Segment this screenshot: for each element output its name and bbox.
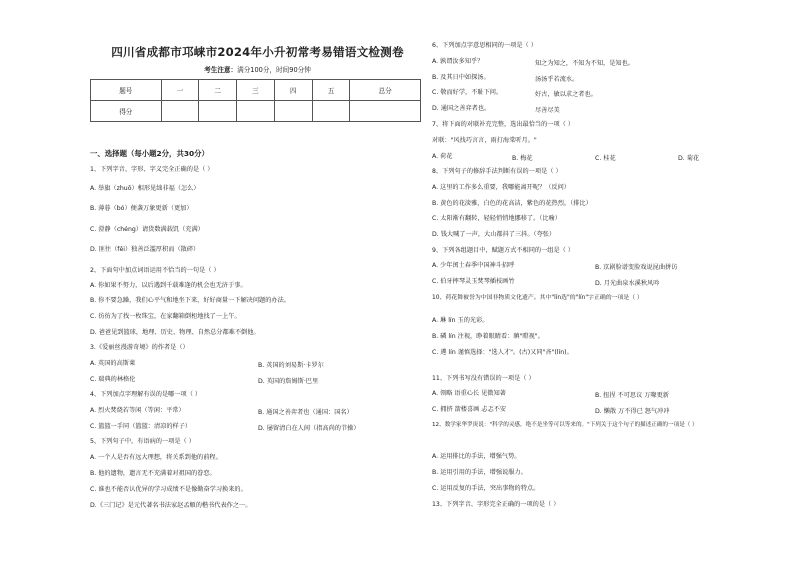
option-line: B. 他的遗物，遗言无不充满着对祖国的眷恋。 bbox=[90, 470, 216, 477]
question-line: 3.《爱丽丝漫游奇境》的作者是（） bbox=[90, 344, 189, 351]
option-line: B. 运用引用的手法，增强说服力。 bbox=[432, 469, 527, 476]
exam-title: 四川省成都市邛崃市2024年小升初常考易错语文检测卷 bbox=[111, 45, 404, 59]
option-line: C. 伯牙摔琴灵玉焚琴插枝画竹 bbox=[432, 278, 515, 285]
section-title: 一、选择题（每小题2分，共30分） bbox=[90, 149, 209, 158]
option-line: D. 钱大喊了一声，大山都抖了三抖。（夸张） bbox=[432, 231, 556, 238]
score-header-cell: 四 bbox=[274, 80, 312, 101]
option-line: A. 举旗（zhuō）相形见绌非福（怎么） bbox=[90, 185, 200, 192]
option-line: B. 薄暮（bó）便袭万象更新（更加） bbox=[90, 205, 193, 212]
option-line: A. 少年闰土春季中国神斗招呼 bbox=[432, 262, 515, 269]
option-line: B. 黄色的花淡雅，白色的花高洁，紫色的花热烈。（排比） bbox=[432, 200, 592, 207]
question-line: 4、下列加点字理解有误的是哪一项（ ） bbox=[90, 391, 202, 398]
score-cell[interactable] bbox=[199, 101, 237, 122]
option-line: B. 你不要急躁，我们心平气和地坐下来，好好商量一下解决问题的办法。 bbox=[90, 297, 290, 304]
option-line: A. 英国的高斯莱 bbox=[90, 360, 136, 367]
question-line: 13、下列字音、字形完全正确的一项的是（ ） bbox=[432, 501, 560, 508]
option-line: B. 梅花 bbox=[512, 155, 533, 162]
option-line: A. 你如果不努力，以后遇到千载难逢的机会也无济于事。 bbox=[90, 282, 247, 289]
option-line: 尽善尽美 bbox=[535, 107, 560, 114]
option-line: C. 运用反复的手法，突出事物的特点。 bbox=[432, 485, 540, 492]
option-line: 汤汤乎若流水。 bbox=[535, 76, 579, 83]
option-line: A. 一个人是否有远大理想，将关系到他的前程。 bbox=[90, 454, 222, 461]
option-line: A. 这里的工作多么重要，我哪能离开呢？（反问） bbox=[432, 184, 570, 191]
score-cell[interactable] bbox=[161, 101, 199, 122]
option-line: C. 遴 lín 谨慎选择："选人才"。(古)又同"吝"(lín)。 bbox=[432, 349, 573, 356]
option-line: D. 爸爸见到篮球，地理、历史、物理、自然总分都难不倒他。 bbox=[90, 329, 260, 336]
option-line: D. 懒散 万不得已 怒气冲冲 bbox=[595, 408, 670, 415]
question-line: 2、下面句中加点词语运用不恰当的一句是（ ） bbox=[90, 267, 220, 274]
option-line: 知之为知之，不知为不知，是知也。 bbox=[535, 60, 634, 67]
score-header-cell: 五 bbox=[312, 80, 350, 101]
option-line: A. 琳 lín 玉的光彩。 bbox=[432, 317, 489, 324]
option-line: D. 月光曲泉水溪秋风吟 bbox=[595, 280, 660, 287]
score-row bbox=[91, 101, 421, 122]
question-line: 10、荷花舞被誉为中国非物质文化遗产。其中"lín选"的"lín"字正确的一项是（ ） bbox=[432, 295, 643, 301]
option-line: C. 桂花 bbox=[595, 155, 616, 162]
option-line: B. 通国之善弈者也（通国：国名） bbox=[258, 409, 353, 416]
option-line: C. 拥挤 箭楼喜画 忐忑不安 bbox=[432, 406, 507, 413]
question-line: 6、下列加点字意思相同的一项是（ ） bbox=[432, 42, 537, 49]
question-line: 对联："风找巧言言，雨打海棠听月。" bbox=[432, 137, 537, 144]
option-line: A. 荷花 bbox=[432, 153, 453, 160]
score-cell[interactable] bbox=[312, 101, 350, 122]
option-line: D. 屡留清白在人间（指高尚的节操） bbox=[258, 425, 360, 432]
option-line: C. 敬而好学，不耻下问。 bbox=[432, 89, 503, 96]
option-line: D. 匪往（fěi）独善泛滥厚积而（散碎） bbox=[90, 246, 200, 253]
option-line: B. 及其日中如探汤。 bbox=[432, 74, 490, 81]
option-line: A. 孰谓汝多知乎？ bbox=[432, 58, 484, 65]
score-header-cell: 二 bbox=[199, 80, 237, 101]
score-row-label: 得分 bbox=[91, 101, 162, 122]
option-line: D. 通国之善弈者也。 bbox=[432, 105, 491, 112]
score-cell[interactable] bbox=[274, 101, 312, 122]
option-line: D. 菊花 bbox=[678, 155, 700, 162]
score-cell[interactable] bbox=[237, 101, 275, 122]
question-line: 7、将下面的对联补充完整，选出最恰当的一项（ ） bbox=[432, 121, 575, 128]
score-table bbox=[90, 79, 421, 122]
question-line: 5、下列句子中，有语病的一项是（ ） bbox=[90, 438, 195, 445]
option-line: C. 彷彷为了找一枚珠宝，在家翻箱倒柜地找了一上午。 bbox=[90, 313, 241, 320]
option-line: C. 太阳渐有翻转，轻轻悄悄地挪移了。（比喻） bbox=[432, 215, 561, 222]
question-line: 11、下列书写没有错误的一项是（ ） bbox=[432, 375, 535, 382]
score-header-cell: 三 bbox=[237, 80, 275, 101]
question-line: 1、下列字音、字形、字义完全正确的是（ ） bbox=[90, 166, 214, 173]
option-line: C. 篮篮一手同（篮篮：清凉的样子） bbox=[90, 423, 192, 430]
option-line: B. 英国的刘易斯·卡罗尔 bbox=[258, 362, 324, 369]
question-line: 12、数学家华罗庚说："科学的灵感，绝不是坐等可以等来的。"下列关于这个句子的描述正确的一项是（ ） bbox=[432, 422, 698, 428]
option-line: C. 瑞典的林格伦 bbox=[90, 376, 136, 383]
score-header-cell: 一 bbox=[161, 80, 199, 101]
notice-label: 考生注意： bbox=[204, 66, 238, 74]
option-line: A. 运用排比的手法，增强气势。 bbox=[432, 453, 521, 460]
score-header-row bbox=[91, 80, 421, 101]
question-line: 8、下列句子的修辞手法判断有误的一项是（ ） bbox=[432, 168, 562, 175]
notice-text: 满分100分，时间90分钟 bbox=[237, 66, 311, 74]
question-line: 9、下列各组题目中，赋题方式不相同的一组是（ ） bbox=[432, 247, 575, 254]
option-line: A. 烈火焚烧若等闲（等闲：平常） bbox=[90, 407, 185, 414]
exam-notice bbox=[90, 64, 425, 74]
score-cell[interactable] bbox=[350, 101, 421, 122]
score-header-cell: 总分 bbox=[350, 80, 421, 101]
option-line: D. 英国的詹姆斯·巴里 bbox=[258, 378, 319, 385]
option-line: B. 京剧脸谱变脸戏说昆曲拼访 bbox=[595, 264, 678, 271]
option-line: A. 领略 语重心长 见微知著 bbox=[432, 390, 506, 397]
option-line: 好古，敏以求之者也。 bbox=[535, 91, 597, 98]
option-line: B. 磷 lín 注视，睁着眼睛看：瞋"瞪视"。 bbox=[432, 333, 544, 340]
option-line: D.《三门记》是元代著名书法家赵孟頫的楷书代表作之一。 bbox=[90, 502, 252, 509]
score-header-cell: 题号 bbox=[91, 80, 162, 101]
option-line: B. 扭捏 不可思议 万喙更新 bbox=[595, 392, 669, 399]
option-line: C. 谁也不能否认优异的学习成绩不是像勤奋学习换来的。 bbox=[90, 486, 247, 493]
option-line: C. 澄静（chéng）请货数满载饥（充满） bbox=[90, 226, 204, 233]
